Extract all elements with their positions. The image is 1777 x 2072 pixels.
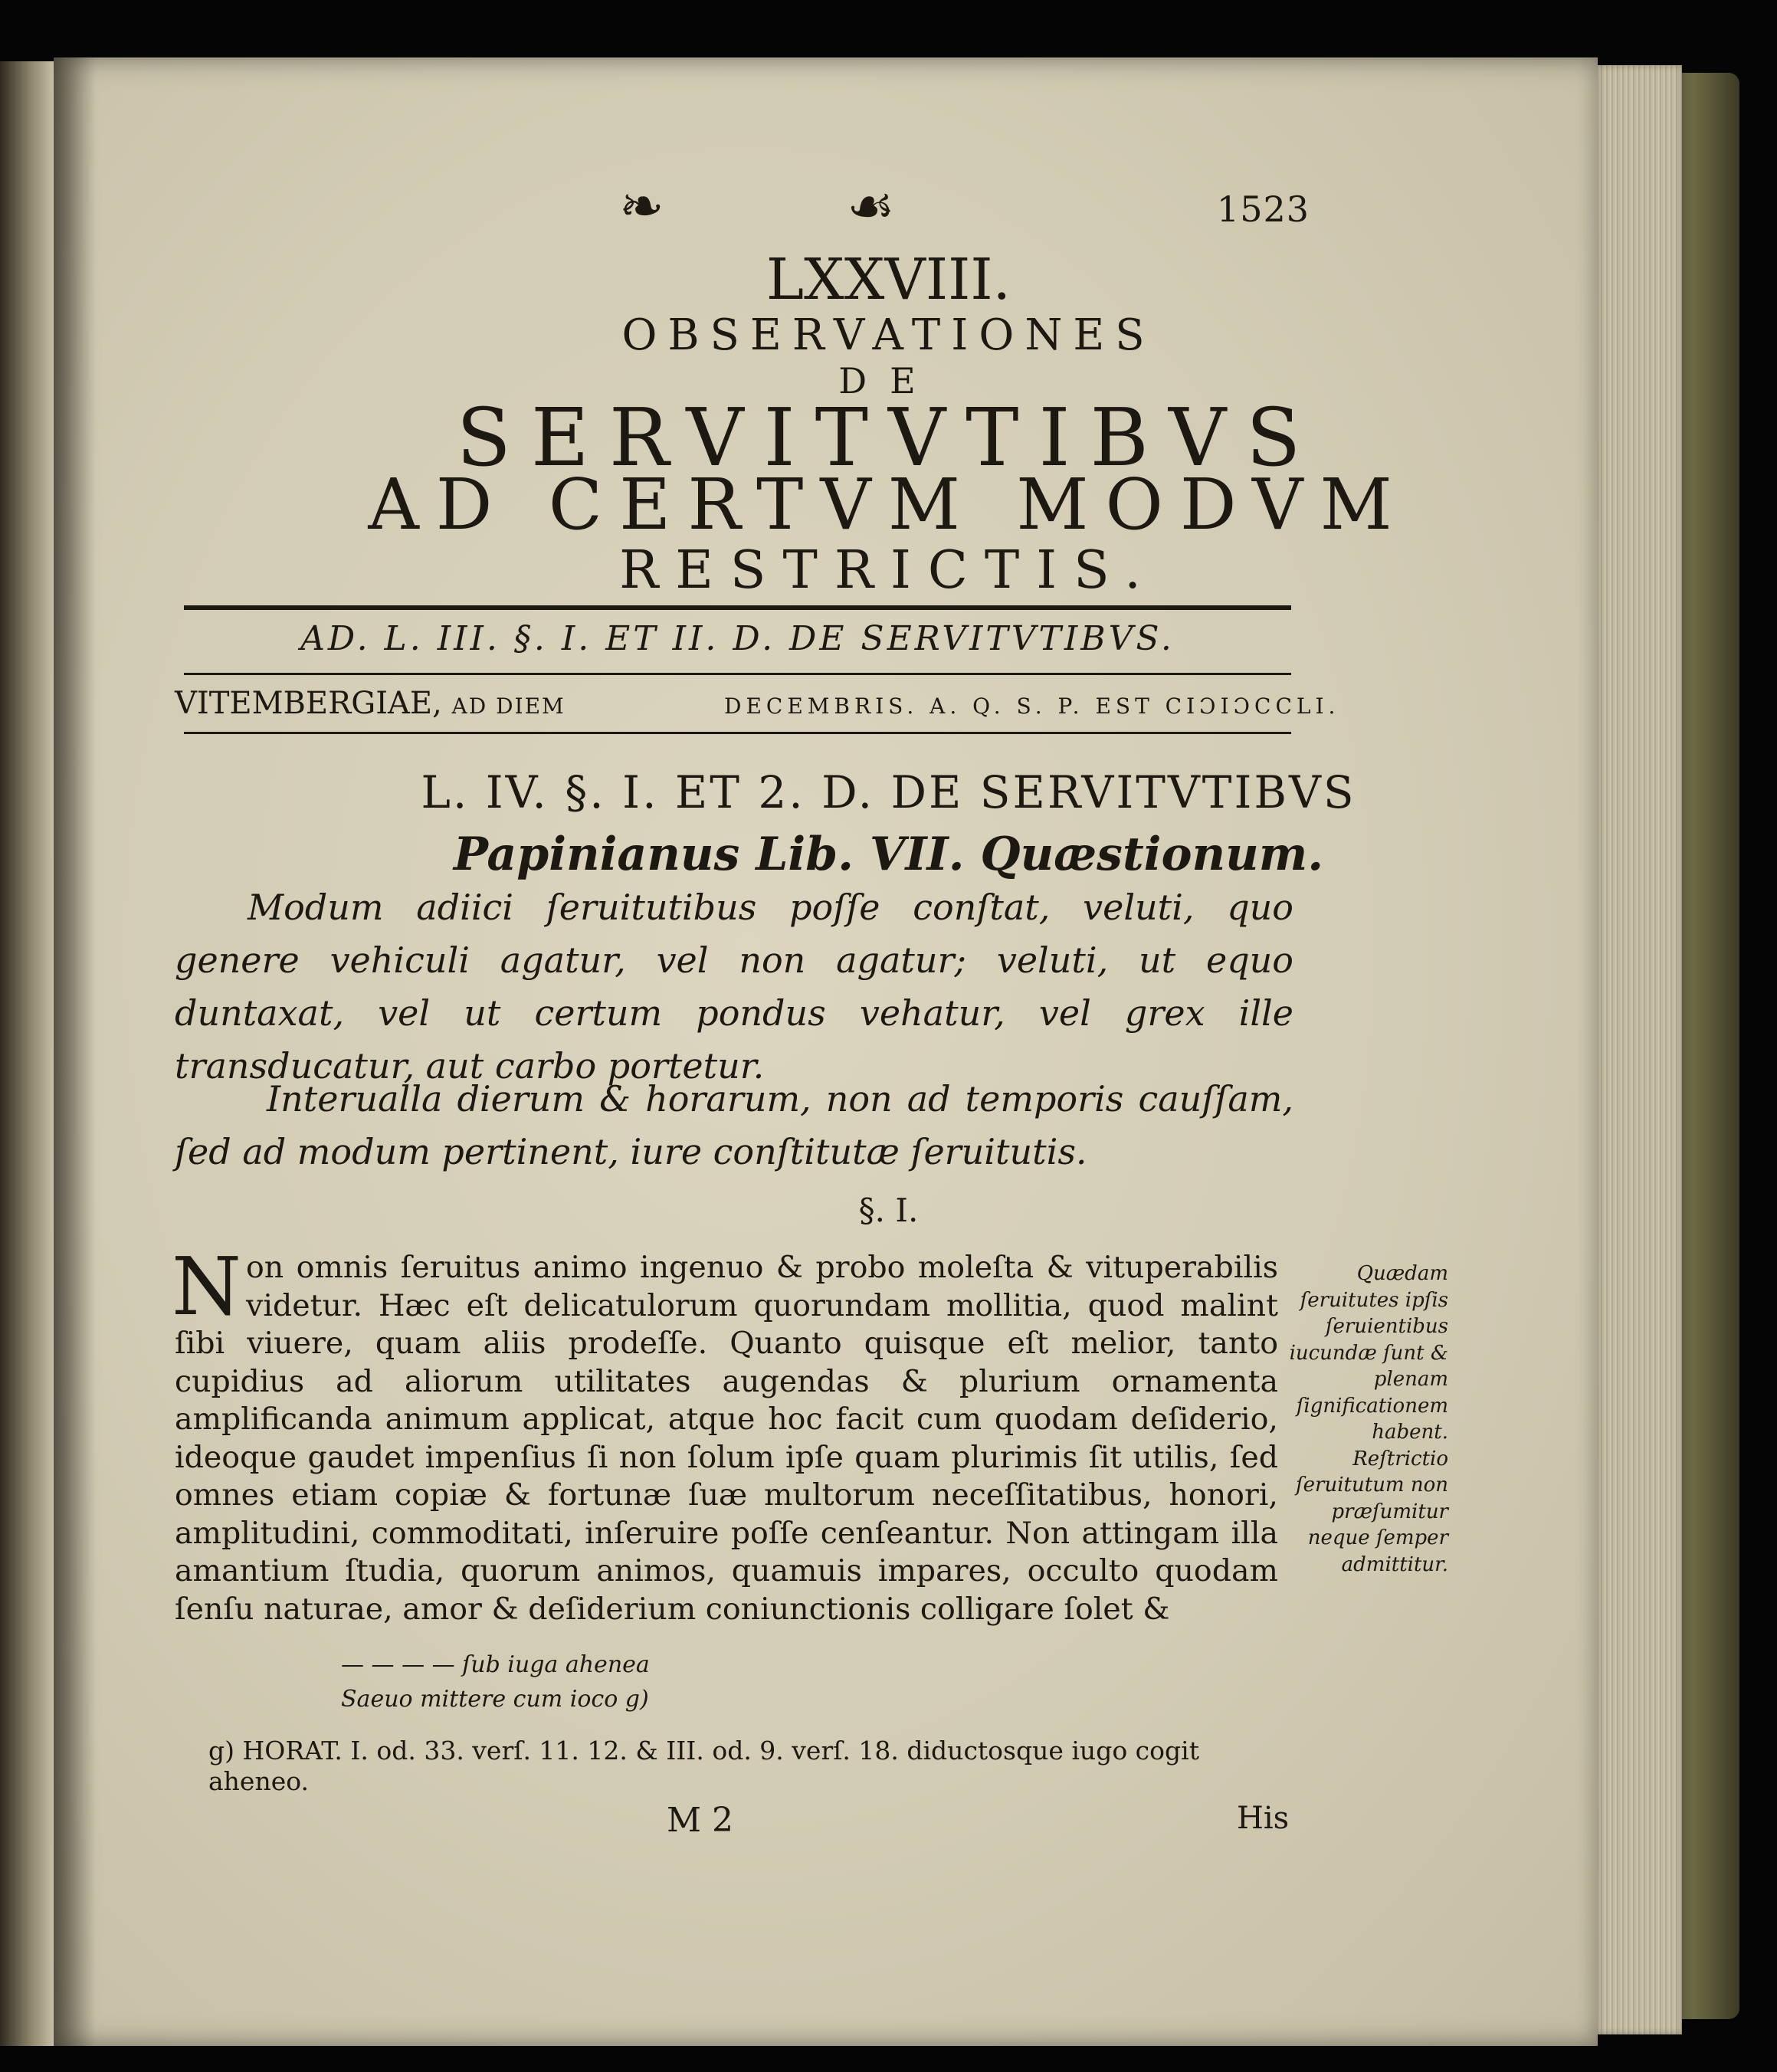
signature-mark: M 2 [667, 1801, 734, 1840]
place-name: VITEMBERGIAE, [175, 686, 442, 721]
verse-line-2: Saeuo mittere cum ioco g) [341, 1686, 649, 1713]
title-line-4: AD CERTVM MODVM [368, 464, 1409, 546]
lex-heading: L. IV. §. I. ET 2. D. DE SERVITVTIBVS [421, 766, 1356, 818]
body-paragraph [172, 1240, 1278, 1628]
place-line [175, 686, 566, 721]
observation-number: LXXVIII. [766, 247, 1011, 313]
footnote: g) HORAT. I. od. 33. verſ. 11. 12. & III. od. 9. verſ. 18. diductosque iugo cogit aheneo. [208, 1736, 1199, 1796]
drop-cap: N [172, 1240, 241, 1333]
subtitle: AD. L. III. §. I. ET II. D. DE SERVITVTIBVS. [300, 619, 1175, 658]
thick-rule [184, 605, 1291, 610]
ornament-right-icon: ☙ [847, 175, 895, 238]
section-mark: §. I. [858, 1192, 919, 1229]
verse-line-1: — — — — ſub iuga ahenea [341, 1651, 650, 1678]
title-line-3: SERVITVTIBVS [456, 391, 1321, 484]
date-line: DECEMBRIS. A. Q. S. P. EST CIƆIƆCCLI. [724, 693, 1340, 719]
ornament-left-icon: ❧ [619, 175, 664, 238]
place-words: AD DIEM [451, 693, 566, 719]
title-line-5: RESTRICTIS. [619, 540, 1158, 601]
thin-rule-bottom [184, 732, 1291, 734]
lex-author: Papinianus Lib. VII. Quæstionum. [453, 828, 1324, 881]
quote-paragraph-2: Interualla dierum & horarum, non ad temporis cauſſam, ſed ad modum pertinent, iure conſtitutæ ſeruitutis. [175, 1078, 1293, 1172]
title-line-1: OBSERVATIONES [621, 310, 1156, 360]
page-number: 1523 [1216, 189, 1310, 230]
body-text: on omnis ſeruitus animo ingenuo & probo moleſta & vituperabilis videtur. Hæc eſt delicatulorum quorundam mollitia, quod malint ſibi viuere, quam aliis prodeſſe. Quanto quisque eſt melior, tanto cupidius ad aliorum utilitates augendas & plurium ornamenta amplificanda animum applicat, atque hoc facit cum quodam deſiderio, ideoque gaudet impenſius ſi non ſolum ipſe quam plurimis ſit utilis, ſed omnes etiam copiæ & fortunæ ſuæ multorum neceſſitatibus, honori, amplitudini, commoditati, inſeruire poſſe cenſeantur. Non attingam illa amantium ſtudia, quorum animos, quamuis impares, occulto quodam ſenſu naturae, amor & deſiderium coniunctionis colligare ſolet & [175, 1250, 1278, 1627]
marginal-note: Quædam ſeruitutes ipſis ſeruientibus iucundæ ſunt & plenam ſignificationem habent. Reſtrictio ſeruitutum non præſumitur neque ſemper admittitur. [1289, 1262, 1448, 1576]
thin-rule-top [184, 673, 1291, 675]
catchword: His [1237, 1801, 1290, 1836]
quote-paragraph-1: Modum adiici ſeruitutibus poſſe conſtat, veluti, quo genere vehiculi agatur, vel non agatur; veluti, ut equo duntaxat, vel ut certum pondus vehatur, vel grex ille transducatur, aut carbo portetur. [175, 887, 1293, 1087]
title-line-2: DE [838, 360, 939, 402]
